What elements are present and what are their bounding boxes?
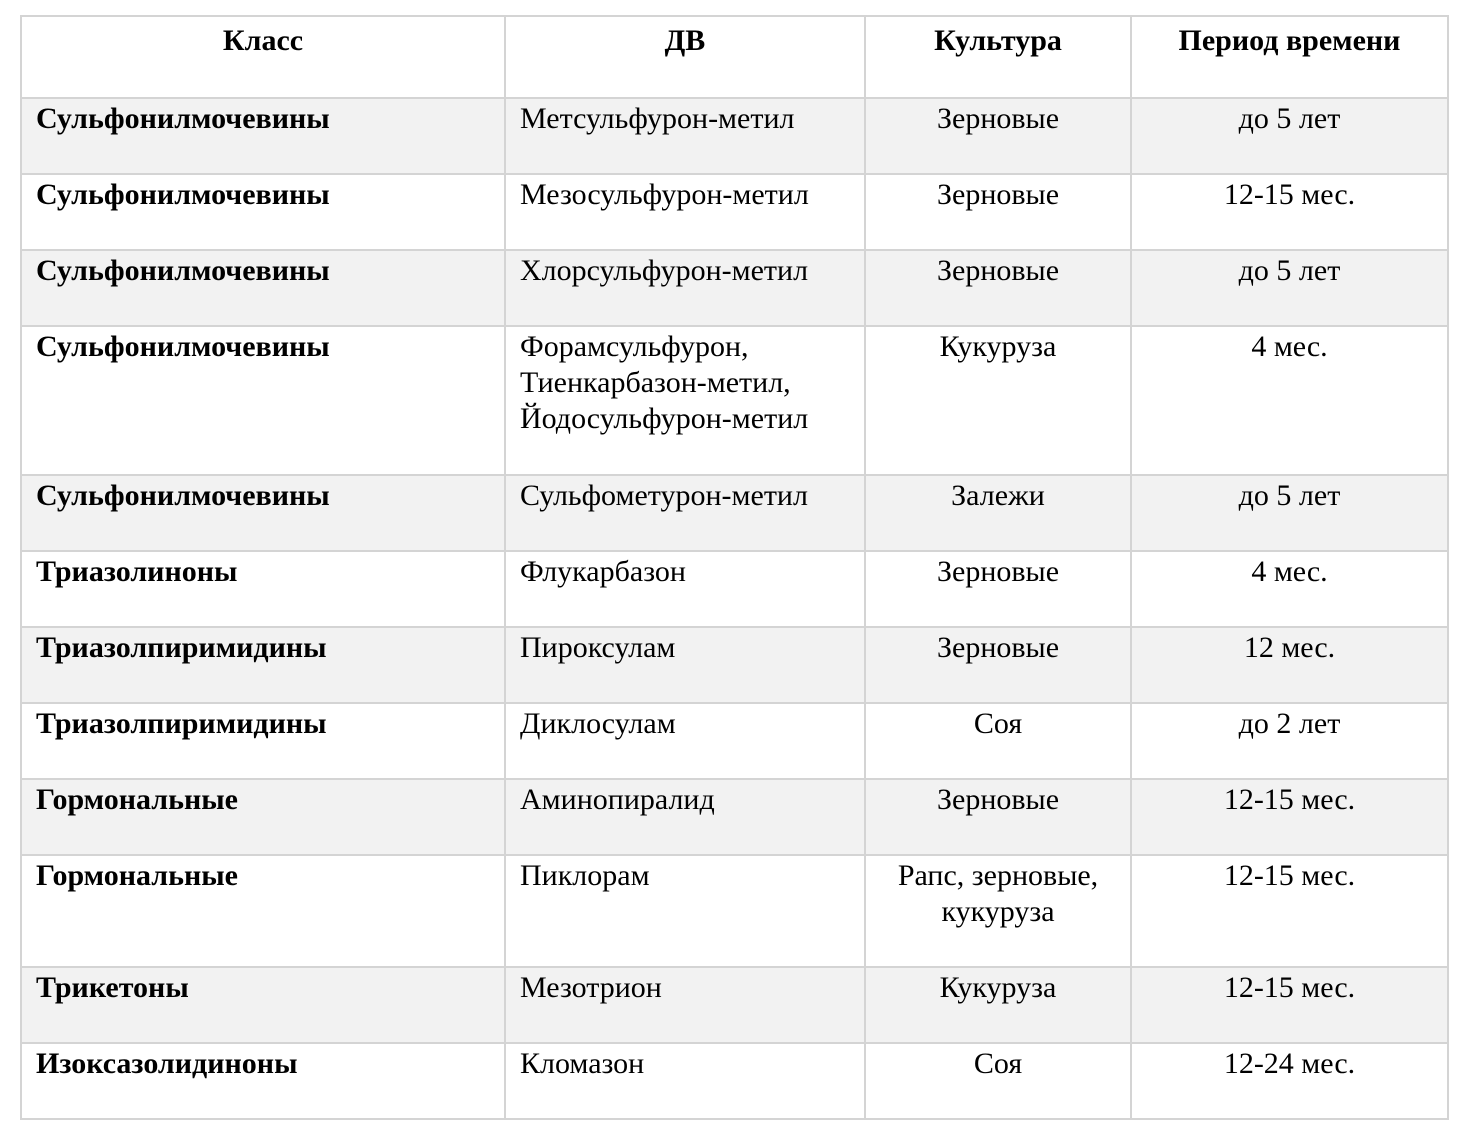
- table-row: [21, 779, 1448, 855]
- crop-cell: [865, 250, 1131, 326]
- crop-cell: [865, 967, 1131, 1043]
- table-row: [21, 174, 1448, 250]
- crop-cell: [865, 551, 1131, 627]
- crop-line: Кукуруза: [939, 330, 1057, 363]
- crop-line: Зерновые: [936, 254, 1060, 287]
- crop-line: Залежи: [951, 479, 1045, 512]
- class-cell: Сульфонилмочевины: [21, 98, 505, 174]
- dv-line: Йодосульфурон-метил: [520, 402, 809, 435]
- dv-line: Форамсульфурон,: [520, 330, 749, 363]
- table-row: [21, 703, 1448, 779]
- dv-cell: [505, 1043, 865, 1119]
- table-row: [21, 98, 1448, 174]
- dv-cell: [505, 475, 865, 551]
- crop-line: кукуруза: [941, 895, 1055, 928]
- crop-cell: [865, 779, 1131, 855]
- class-cell: Изоксазолидиноны: [21, 1043, 505, 1119]
- dv-line: Пироксулам: [520, 631, 676, 664]
- crop-line: Рапс, зерновые,: [897, 859, 1099, 892]
- crop-cell: [865, 855, 1131, 967]
- dv-cell: [505, 779, 865, 855]
- dv-line: Сульфометурон-метил: [520, 479, 808, 512]
- crop-line: Зерновые: [936, 555, 1060, 588]
- period-cell: 12-15 мес.: [1131, 779, 1448, 855]
- table-row: [21, 326, 1448, 475]
- crop-line: Зерновые: [936, 102, 1060, 135]
- class-cell: Триазолпиримидины: [21, 703, 505, 779]
- crop-cell: [865, 1043, 1131, 1119]
- period-cell: 4 мес.: [1131, 326, 1448, 475]
- crop-line: Соя: [973, 707, 1023, 740]
- dv-cell: [505, 98, 865, 174]
- dv-cell: [505, 326, 865, 475]
- class-cell: Сульфонилмочевины: [21, 250, 505, 326]
- class-cell: Сульфонилмочевины: [21, 174, 505, 250]
- crop-line: Соя: [973, 1047, 1023, 1080]
- class-cell: Гормональные: [21, 855, 505, 967]
- dv-line: Метсульфурон-метил: [520, 102, 795, 135]
- dv-line: Пиклорам: [520, 859, 650, 892]
- table-row: [21, 250, 1448, 326]
- herbicide-table-container: [20, 15, 1449, 1120]
- dv-line: Тиенкарбазон-метил,: [520, 366, 791, 399]
- dv-cell: [505, 174, 865, 250]
- table-row: [21, 855, 1448, 967]
- dv-line: Хлорсульфурон-метил: [520, 254, 809, 287]
- dv-line: Аминопиралид: [520, 783, 715, 816]
- crop-cell: [865, 475, 1131, 551]
- table-row: [21, 475, 1448, 551]
- class-cell: Гормональные: [21, 779, 505, 855]
- header-crop: Культура: [865, 16, 1131, 98]
- dv-cell: [505, 855, 865, 967]
- period-cell: 12 мес.: [1131, 627, 1448, 703]
- period-cell: до 5 лет: [1131, 250, 1448, 326]
- header-row: [21, 16, 1448, 98]
- period-cell: 12-15 мес.: [1131, 855, 1448, 967]
- class-cell: Триазолпиримидины: [21, 627, 505, 703]
- herbicide-table: [20, 15, 1449, 1120]
- dv-cell: [505, 551, 865, 627]
- crop-line: Зерновые: [936, 783, 1060, 816]
- period-cell: 12-15 мес.: [1131, 174, 1448, 250]
- crop-cell: [865, 703, 1131, 779]
- header-period: Период времени: [1131, 16, 1448, 98]
- dv-line: Флукарбазон: [520, 555, 686, 588]
- class-cell: Сульфонилмочевины: [21, 326, 505, 475]
- class-cell: Сульфонилмочевины: [21, 475, 505, 551]
- period-cell: 4 мес.: [1131, 551, 1448, 627]
- crop-line: Зерновые: [936, 631, 1060, 664]
- period-cell: до 2 лет: [1131, 703, 1448, 779]
- period-cell: до 5 лет: [1131, 98, 1448, 174]
- dv-line: Диклосулам: [520, 707, 676, 740]
- table-row: [21, 627, 1448, 703]
- crop-cell: [865, 326, 1131, 475]
- crop-line: Зерновые: [936, 178, 1060, 211]
- header-class: Класс: [21, 16, 505, 98]
- dv-cell: [505, 703, 865, 779]
- table-row: [21, 551, 1448, 627]
- dv-cell: [505, 250, 865, 326]
- dv-cell: [505, 967, 865, 1043]
- crop-cell: [865, 627, 1131, 703]
- dv-cell: [505, 627, 865, 703]
- dv-line: Мезотрион: [520, 971, 662, 1004]
- dv-line: Кломазон: [520, 1047, 645, 1080]
- crop-cell: [865, 98, 1131, 174]
- crop-cell: [865, 174, 1131, 250]
- header-dv: ДВ: [505, 16, 865, 98]
- crop-line: Кукуруза: [939, 971, 1057, 1004]
- table-row: [21, 967, 1448, 1043]
- table-header: [21, 16, 1448, 98]
- period-cell: до 5 лет: [1131, 475, 1448, 551]
- dv-line: Мезосульфурон-метил: [520, 178, 809, 211]
- period-cell: 12-15 мес.: [1131, 967, 1448, 1043]
- class-cell: Триазолиноны: [21, 551, 505, 627]
- class-cell: Трикетоны: [21, 967, 505, 1043]
- period-cell: 12-24 мес.: [1131, 1043, 1448, 1119]
- table-body: [21, 98, 1448, 1119]
- table-row: [21, 1043, 1448, 1119]
